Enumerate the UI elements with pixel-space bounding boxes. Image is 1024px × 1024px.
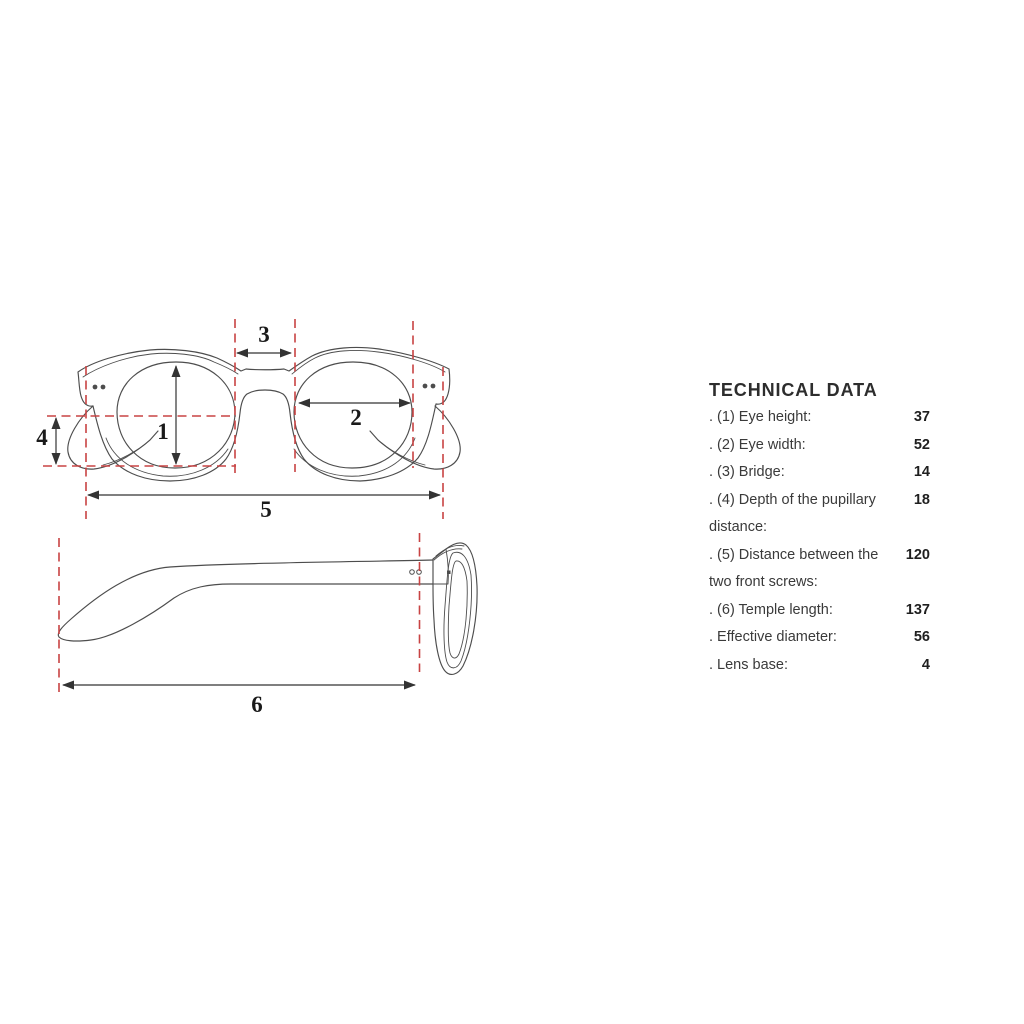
spec-row bbox=[709, 432, 930, 460]
dashed-guide-lines bbox=[43, 319, 443, 692]
temple-side-view bbox=[58, 543, 477, 675]
spec-label: . (5) Distance between the two front screws: bbox=[709, 546, 879, 590]
spec-value: 14 bbox=[913, 464, 930, 480]
front-screw-left-2 bbox=[101, 385, 106, 390]
spec-value: 56 bbox=[913, 629, 930, 645]
spec-row bbox=[709, 597, 930, 625]
front-screw-left-1 bbox=[93, 385, 98, 390]
hinge-block-line bbox=[433, 549, 448, 584]
spec-value: 18 bbox=[913, 491, 930, 508]
spec-row bbox=[709, 459, 930, 487]
spec-label: . Lens base: bbox=[709, 656, 788, 673]
spec-row bbox=[709, 652, 930, 680]
dimension-annotations bbox=[36, 322, 440, 717]
rim-inner-line-right bbox=[294, 438, 415, 476]
spec-value: 52 bbox=[913, 436, 930, 453]
lens-rim-side-outer bbox=[444, 552, 472, 668]
spec-row bbox=[709, 404, 930, 432]
frame-side-screw bbox=[447, 571, 451, 575]
spec-value: 120 bbox=[905, 546, 930, 563]
dimension-6-temple-length bbox=[63, 685, 415, 717]
front-screw-right-1 bbox=[423, 384, 428, 389]
dimension-5-screw-distance bbox=[88, 495, 440, 522]
spec-row bbox=[709, 487, 930, 542]
spec-value: 4 bbox=[921, 656, 930, 673]
dimension-1-eye-height bbox=[157, 366, 176, 464]
dimension-4-pupillary-depth bbox=[36, 418, 56, 464]
spec-row bbox=[709, 624, 930, 652]
lens-rim-side-inner bbox=[448, 561, 467, 658]
spec-label: . (4) Depth of the pupillary distance: bbox=[709, 491, 876, 535]
spec-label: . Effective diameter: bbox=[709, 629, 837, 645]
spec-label: . (1) Eye height: bbox=[709, 409, 812, 425]
glasses-front-view bbox=[68, 347, 460, 481]
dimension-label-6: 6 bbox=[251, 692, 263, 717]
dimension-label-1: 1 bbox=[157, 419, 169, 444]
technical-data-title: TECHNICAL DATA bbox=[709, 380, 878, 400]
dimension-label-3: 3 bbox=[258, 322, 270, 347]
front-screw-right-2 bbox=[431, 384, 436, 389]
brow-inner-line-right bbox=[292, 350, 445, 374]
temple-outline bbox=[58, 560, 433, 641]
technical-data-list bbox=[709, 404, 930, 679]
dimension-3-bridge bbox=[237, 322, 291, 353]
technical-data-panel bbox=[709, 379, 930, 679]
dimension-2-eye-width bbox=[299, 403, 410, 430]
spec-label: . (3) Bridge: bbox=[709, 464, 785, 480]
right-temple-front-edge bbox=[378, 440, 425, 465]
spec-value: 137 bbox=[905, 601, 930, 618]
dimension-label-2: 2 bbox=[350, 405, 362, 430]
dimension-label-5: 5 bbox=[260, 497, 272, 522]
spec-label: . (2) Eye width: bbox=[709, 436, 806, 453]
right-temple-front bbox=[370, 406, 460, 469]
frame-front-outline bbox=[78, 347, 450, 481]
spec-label: . (6) Temple length: bbox=[709, 601, 833, 618]
temple-screw-1 bbox=[410, 570, 415, 575]
spec-row bbox=[709, 542, 930, 597]
dimension-label-4: 4 bbox=[36, 425, 48, 450]
spec-value: 37 bbox=[913, 409, 930, 425]
